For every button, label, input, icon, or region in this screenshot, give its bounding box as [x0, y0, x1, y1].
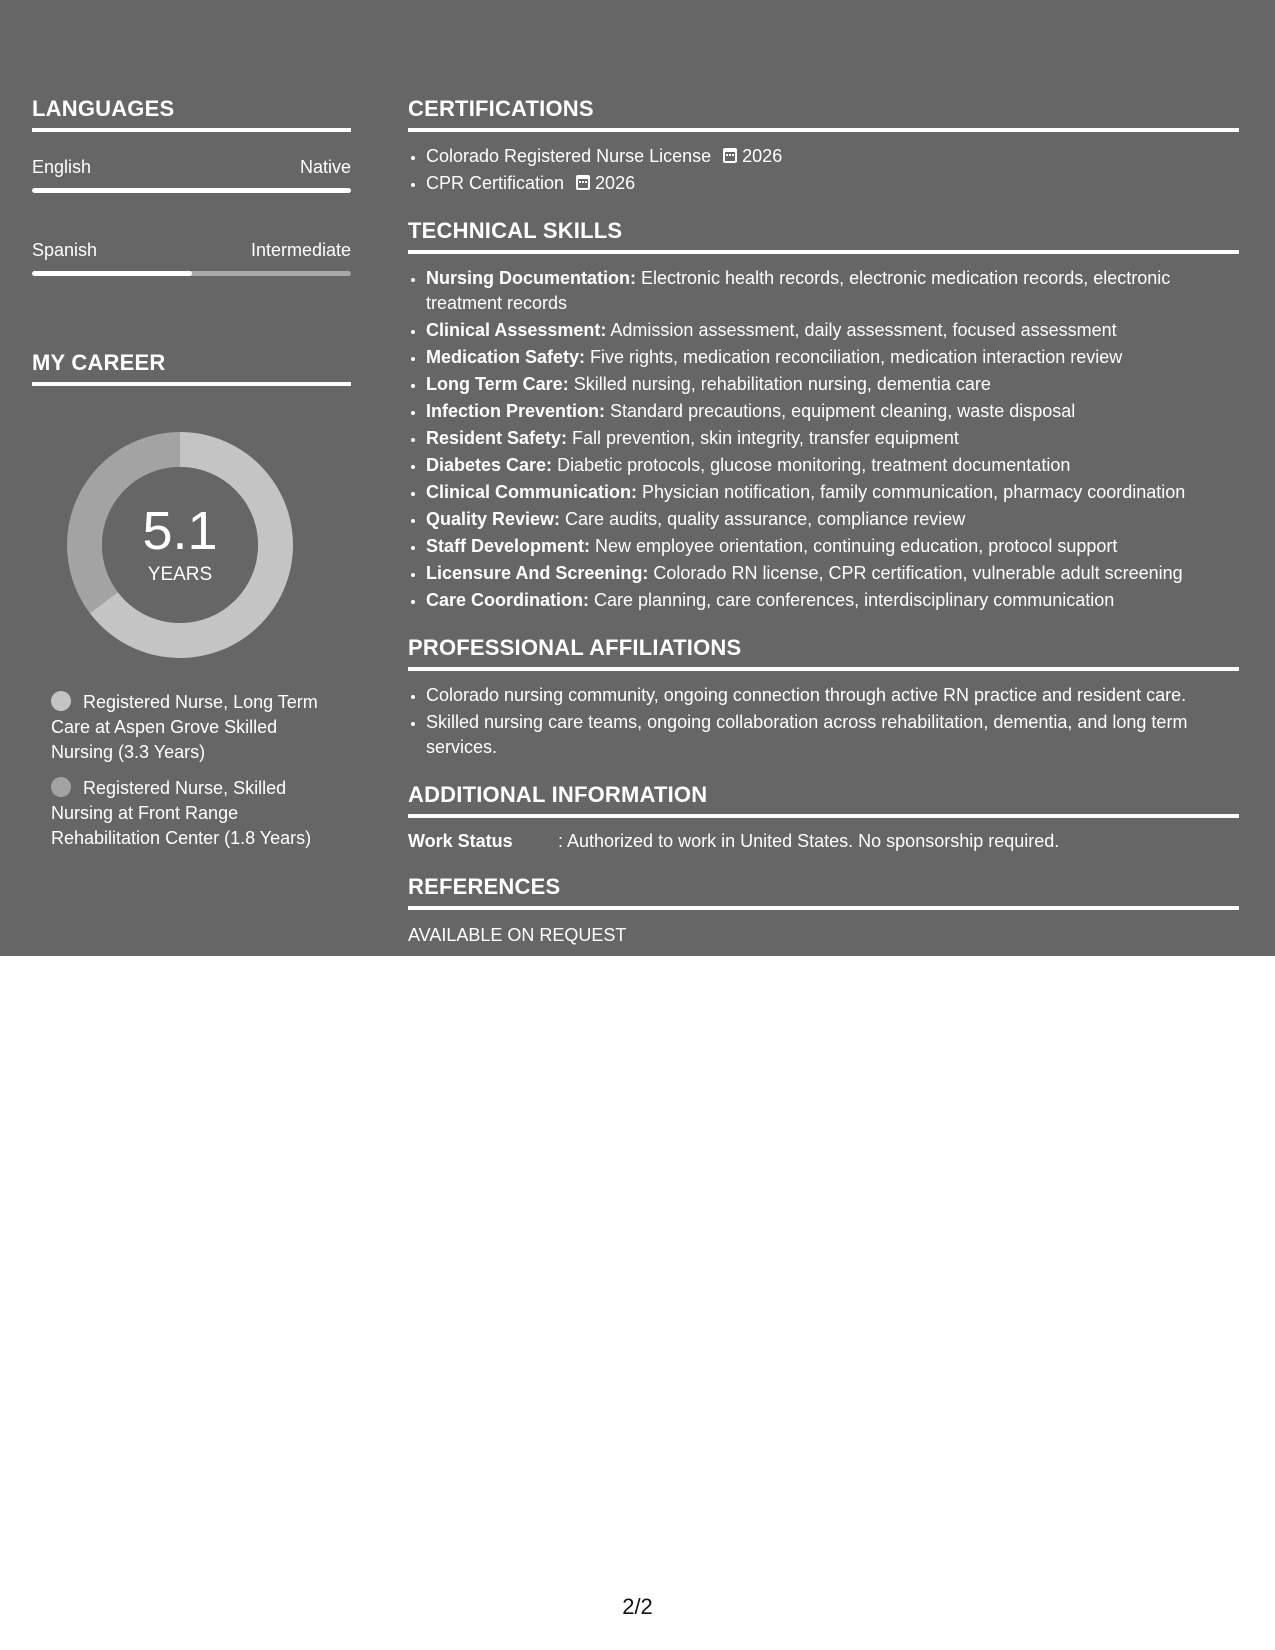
career-legend-label: Registered Nurse, Skilled Nursing at Front Range Rehabilitation Center (1.8 Years)	[51, 778, 312, 848]
skill-item	[426, 426, 1239, 451]
skill-label: Infection Prevention:	[426, 401, 606, 421]
language-row-english	[32, 156, 351, 178]
language-name: Spanish	[32, 240, 98, 260]
skills-heading: TECHNICAL SKILLS	[408, 218, 1239, 254]
affiliations-list	[408, 683, 1239, 760]
career-legend	[32, 690, 351, 851]
skill-label: Diabetes Care:	[426, 455, 553, 475]
affiliation-item: • Colorado nursing community, ongoing connection through active RN practice and resident care.	[426, 683, 1239, 708]
language-name: English	[32, 157, 92, 177]
certification-name: Colorado Registered Nurse License	[426, 146, 712, 166]
calendar-icon	[576, 175, 590, 190]
skill-text: Physician notification, family communication, pharmacy coordination	[637, 482, 1186, 502]
certification-year: 2026	[595, 173, 636, 193]
certification-item	[426, 144, 1239, 169]
skill-label: Medication Safety:	[426, 347, 586, 367]
languages-heading: LANGUAGES	[32, 96, 351, 132]
certification-item	[426, 171, 1239, 196]
language-proficiency-bar	[32, 271, 351, 276]
skill-item	[426, 561, 1239, 586]
references-section	[408, 874, 1239, 946]
skill-label: Long Term Care:	[426, 374, 569, 394]
skills-list	[408, 266, 1239, 613]
skill-label: Quality Review:	[426, 509, 561, 529]
language-proficiency-bar	[32, 188, 351, 193]
work-status-label: Work Status	[408, 831, 513, 851]
skill-item	[426, 588, 1239, 613]
skill-label: Resident Safety:	[426, 428, 568, 448]
career-total-unit: YEARS	[147, 564, 213, 585]
affiliations-heading: PROFESSIONAL AFFILIATIONS	[408, 635, 1239, 671]
skill-text: Care audits, quality assurance, compliance review	[560, 509, 966, 529]
language-proficiency-fill	[32, 188, 351, 193]
skill-item	[426, 318, 1239, 343]
language-proficiency-fill	[32, 271, 192, 276]
skill-item	[426, 534, 1239, 559]
skill-item	[426, 453, 1239, 478]
career-legend-item	[51, 690, 336, 765]
certifications-list	[408, 144, 1239, 196]
skill-text: Admission assessment, daily assessment, focused assessment	[606, 320, 1117, 340]
skill-text: Skilled nursing, rehabilitation nursing, dementia care	[568, 374, 991, 394]
legend-dot-icon	[51, 691, 71, 711]
career-heading: MY CAREER	[32, 350, 351, 386]
career-donut-chart	[65, 430, 295, 660]
additional-info-section	[408, 782, 1239, 852]
skill-text: Colorado RN license, CPR certification, vulnerable adult screening	[648, 563, 1183, 583]
skill-item	[426, 372, 1239, 397]
certification-year: 2026	[742, 146, 783, 166]
skill-label: Care Coordination:	[426, 590, 590, 610]
skill-item	[426, 266, 1239, 316]
skill-text: Care planning, care conferences, interdisciplinary communication	[589, 590, 1115, 610]
skills-section	[408, 218, 1239, 613]
certifications-heading: CERTIFICATIONS	[408, 96, 1239, 132]
career-legend-label: Registered Nurse, Long Term Care at Aspen Grove Skilled Nursing (3.3 Years)	[51, 692, 318, 762]
skill-label: Staff Development:	[426, 536, 591, 556]
affiliation-item: • Skilled nursing care teams, ongoing collaboration across rehabilitation, dementia, and long term services.	[426, 710, 1239, 760]
right-column	[408, 96, 1239, 946]
legend-dot-icon	[51, 777, 71, 797]
affiliations-section	[408, 635, 1239, 760]
skill-text: Standard precautions, equipment cleaning, waste disposal	[605, 401, 1076, 421]
skill-item	[426, 345, 1239, 370]
skill-item	[426, 480, 1239, 505]
career-legend-item	[51, 776, 336, 851]
certification-name: CPR Certification	[426, 173, 565, 193]
references-heading: REFERENCES	[408, 874, 1239, 910]
additional-info-heading: ADDITIONAL INFORMATION	[408, 782, 1239, 818]
references-text: AVAILABLE ON REQUEST	[408, 925, 627, 945]
language-level: Intermediate	[250, 240, 351, 260]
language-level: Native	[299, 157, 351, 177]
skill-text: Fall prevention, skin integrity, transfer equipment	[567, 428, 959, 448]
page-number: 2/2	[622, 1594, 653, 1619]
skill-label: Clinical Communication:	[426, 482, 638, 502]
work-status-row	[408, 830, 1239, 852]
work-status-value: : Authorized to work in United States. No sponsorship required.	[558, 831, 1060, 851]
calendar-icon	[723, 148, 737, 163]
career-total-number: 5.1	[142, 501, 218, 561]
skill-item	[426, 507, 1239, 532]
skill-label: Clinical Assessment:	[426, 320, 607, 340]
skill-label: Nursing Documentation:	[426, 268, 636, 288]
skill-label: Licensure And Screening:	[426, 563, 649, 583]
skill-item	[426, 399, 1239, 424]
skill-text: Diabetic protocols, glucose monitoring, treatment documentation	[552, 455, 1071, 475]
skill-text: New employee orientation, continuing education, protocol support	[590, 536, 1118, 556]
skill-text: Five rights, medication reconciliation, medication interaction review	[585, 347, 1123, 367]
left-column	[32, 96, 351, 862]
skill-text: Electronic health records, electronic medication records, electronic treatment records	[426, 268, 1171, 313]
language-row-spanish	[32, 239, 351, 261]
